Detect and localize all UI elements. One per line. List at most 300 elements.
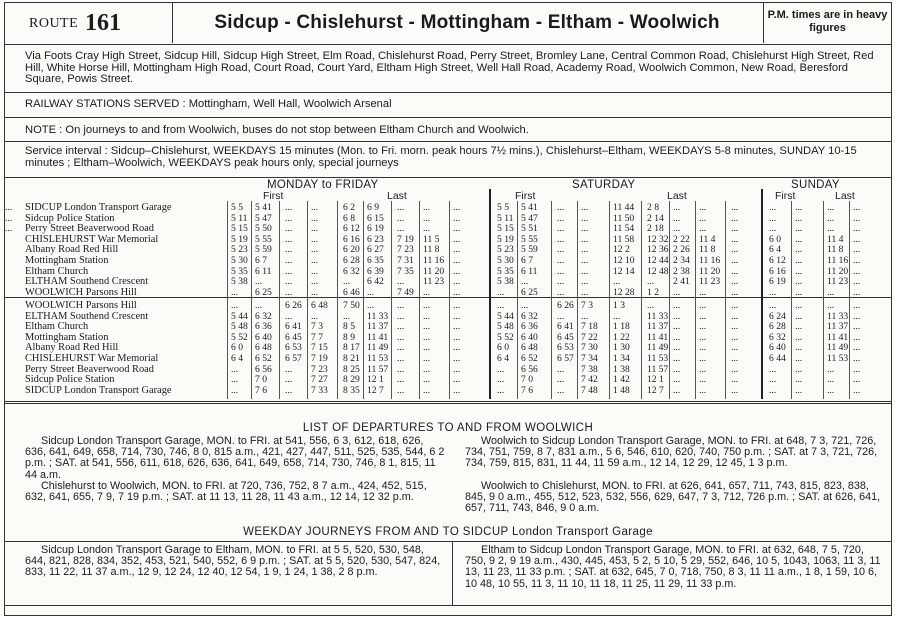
inbound-time-cell: ... [231,363,239,375]
outbound-time-cell: 7 31 [397,255,414,266]
inbound-time-cell: 1 22 [613,331,630,343]
inbound-time-cell: 12 1 [647,374,664,386]
outbound-time-cell: 2 8 [647,202,659,213]
inbound-time-cell: ... [673,310,681,322]
outbound-time-cell: ... [5,223,13,235]
outbound-time-cell: ... [521,276,529,288]
inbound-time-cell: 8 35 [343,384,360,396]
outbound-time-cell: 11 4 [827,233,844,245]
outbound-time-cell: ... [731,244,739,256]
inbound-time-cell: 6 24 [769,310,786,322]
inbound-time-cell: 11 53 [367,353,389,364]
grid-line [307,201,308,399]
outbound-time-cell: ... [453,244,461,256]
outbound-time-cell: ... [453,223,461,235]
inbound-time-cell: 8 17 [343,342,360,354]
outbound-time-cell: ... [5,202,13,213]
outbound-time-cell: ... [853,265,861,277]
outbound-time-cell: ... [731,286,739,298]
inbound-time-cell: 6 36 [255,321,272,333]
inbound-time-cell: 6 57 [285,353,302,364]
inbound-time-cell: 6 40 [769,342,786,354]
inbound-time-cell: ... [453,331,461,343]
outbound-time-cell: ... [769,286,777,298]
inbound-time-cell: 7 33 [311,384,328,396]
outbound-time-cell: ... [853,212,861,224]
grid-line [551,201,552,399]
outbound-time-cell: ... [827,223,835,235]
grid-line [227,201,228,399]
inbound-time-cell: ... [255,300,263,311]
route-number: 161 [85,10,121,36]
inbound-time-cell: 6 0 [497,342,509,354]
outbound-time-cell: 5 55 [255,233,272,245]
inbound-time-cell: ... [827,374,835,386]
inbound-time-cell: 6 53 [557,342,574,354]
outbound-stop-3: CHISLEHURST War Memorial [25,234,159,245]
inbound-time-cell: ... [453,342,461,354]
outbound-time-cell: 12 44 [647,255,669,266]
outbound-time-cell: ... [581,265,589,277]
outbound-time-cell: 2 26 [673,244,690,256]
inbound-time-cell: 11 41 [647,331,669,343]
inbound-time-cell: ... [731,310,739,322]
inbound-time-cell: ... [613,310,621,322]
outbound-time-cell: ... [557,286,565,298]
inbound-stop-7: Sidcup Police Station [25,375,115,386]
inbound-time-cell: ... [795,342,803,354]
outbound-time-cell: ... [795,212,803,224]
outbound-time-cell: ... [731,202,739,213]
inbound-time-cell: 7 0 [255,374,267,386]
inbound-time-cell: ... [497,300,505,311]
outbound-time-cell: 1 2 [647,286,659,298]
inbound-time-cell: 6 53 [285,342,302,354]
inbound-time-cell: 8 25 [343,363,360,375]
inbound-time-cell: 5 44 [231,310,248,322]
grid-line [641,201,642,399]
outbound-time-cell: 11 50 [613,212,635,224]
grid-line [251,201,252,399]
inbound-time-cell: ... [795,300,803,311]
inbound-time-cell: ... [453,300,461,311]
departures-title: LIST OF DEPARTURES TO AND FROM WOOLWICH [302,422,594,434]
inbound-time-cell: ... [423,353,431,364]
inbound-time-cell: ... [397,353,405,364]
inbound-time-cell: ... [699,384,707,396]
outbound-time-cell: ... [699,212,707,224]
grid-line [791,201,792,399]
inbound-time-cell: ... [853,342,861,354]
outbound-time-cell: ... [557,212,565,224]
inbound-time-cell: 6 0 [231,342,243,354]
outbound-time-cell: 5 15 [231,223,248,235]
grid-line [337,201,338,399]
outbound-time-cell: 6 25 [521,286,538,298]
inbound-time-cell: ... [853,363,861,375]
outbound-time-cell: ... [311,265,319,277]
inbound-time-cell: 7 0 [521,374,533,386]
inbound-time-cell: ... [453,384,461,396]
inbound-time-cell: ... [453,310,461,322]
inbound-time-cell: ... [311,310,319,322]
outbound-time-cell: 6 4 [769,244,781,256]
inbound-time-cell: 11 37 [367,321,389,333]
outbound-time-cell: 11 16 [423,255,445,266]
outbound-time-cell: 2 38 [673,265,690,277]
inbound-time-cell: 7 19 [311,353,328,364]
outbound-stop-6: Eltham Church [25,266,89,277]
inbound-time-cell: ... [453,363,461,375]
inbound-time-cell: ... [699,353,707,364]
outbound-time-cell: 5 11 [497,212,514,224]
outbound-time-cell: ... [423,202,431,213]
inbound-stop-0: WOOLWICH Parsons Hill [25,301,137,311]
outbound-time-cell: ... [453,212,461,224]
outbound-time-cell: 12 14 [613,265,635,277]
outbound-time-cell: ... [581,212,589,224]
outbound-time-cell: 11 5 [423,233,440,245]
inbound-time-cell: 11 57 [647,363,669,375]
inbound-time-cell: ... [285,374,293,386]
inbound-time-cell: ... [557,374,565,386]
outbound-time-cell: 11 20 [699,265,721,277]
inbound-time-cell: ... [769,300,777,311]
inbound-time-cell: 1 18 [613,321,630,333]
outbound-time-cell: 6 12 [769,255,786,266]
inbound-time-cell: 7 50 [343,300,360,311]
inbound-time-cell: ... [673,342,681,354]
outbound-time-cell: 2 14 [647,212,664,224]
outbound-time-cell: ... [497,286,505,298]
outbound-time-cell: ... [397,276,405,288]
outbound-time-cell: ... [311,255,319,266]
inbound-time-cell: ... [731,374,739,386]
inbound-time-cell: ... [231,384,239,396]
outbound-time-cell: ... [311,286,319,298]
weekday-eltham-to-sidcup: Eltham to Sidcup London Transport Garage, MON. to FRI. at 632, 648, 7 5, 720, 750, 9 2, 9 19 a.m., 430, 445, 453, 5 2, 5 10, 5 29, 552, 646, 10 5, 1043, 1063, 11 3, 11 13, 11 23, 11 33 p.m. ; SAT. at 632, 645, 7 0, 718, 750, 8 3, 11 11 a.m., 1 8, 1 59, 10 6, 10 48, 10 55, 11 3, 11 10, 11 18, 11 25, 11 29, 11 33 p.m. [465,544,881,590]
inbound-time-cell: ... [285,363,293,375]
inbound-time-cell: ... [853,310,861,322]
outbound-time-cell: ... [731,223,739,235]
grid-line [449,201,450,399]
outbound-time-cell: 5 23 [497,244,514,256]
inbound-time-cell: ... [557,384,565,396]
outbound-time-cell: 2 41 [673,276,690,288]
outbound-time-cell: 11 4 [699,233,716,245]
outbound-time-cell: ... [581,276,589,288]
inbound-stop-8: SIDCUP London Transport Garage [25,385,172,396]
outbound-time-cell: 11 20 [827,265,849,277]
inbound-time-cell: ... [769,374,777,386]
inbound-time-cell: ... [423,342,431,354]
inbound-time-cell: ... [673,384,681,396]
inbound-time-cell: ... [731,300,739,311]
inbound-time-cell: ... [731,384,739,396]
inbound-time-cell: ... [581,310,589,322]
grid-line [363,201,364,399]
outbound-time-cell: ... [827,286,835,298]
inbound-time-cell: 6 40 [255,331,272,343]
inbound-time-cell: ... [453,353,461,364]
inbound-time-cell: 1 42 [613,374,630,386]
outbound-time-cell: ... [581,223,589,235]
mf-first-label: First [263,190,284,202]
outbound-time-cell: ... [769,212,777,224]
outbound-time-cell: 6 15 [367,212,384,224]
outbound-time-cell: ... [397,202,405,213]
timetable-grid [5,177,891,399]
inbound-time-cell: ... [397,310,405,322]
outbound-time-cell: 11 8 [699,244,716,256]
inbound-time-cell: ... [453,374,461,386]
grid-line [669,201,670,399]
outbound-time-cell: 5 19 [497,233,514,245]
outbound-time-cell: 7 23 [397,244,414,256]
outbound-time-cell: 5 35 [231,265,248,277]
inbound-time-cell: 7 38 [581,363,598,375]
section-saturday: SATURDAY [572,179,636,191]
inbound-time-cell: 8 21 [343,353,360,364]
outbound-time-cell: ... [311,244,319,256]
sat-last-label: Last [667,190,687,202]
divider [5,605,891,606]
inbound-time-cell: ... [423,310,431,322]
inbound-time-cell: 7 18 [581,321,598,333]
grid-line [577,201,578,399]
outbound-time-cell: 11 54 [613,223,635,235]
outbound-time-cell: 5 30 [497,255,514,266]
divider [5,401,891,404]
inbound-time-cell: ... [699,321,707,333]
outbound-time-cell: 6 12 [343,223,360,235]
dep-chislehurst-to-woolwich: Chislehurst to Woolwich, MON. to FRI. at 720, 736, 752, 8 7 a.m., 424, 452, 515, 632, 641, 655, 7 9, 7 19 p.m. ; SAT. at 11 13, 11 28, 11 43 a.m., 12 14, 12 32 p.m. [25,480,427,504]
inbound-time-cell: 11 49 [367,342,389,354]
outbound-time-cell: 6 7 [255,255,267,266]
grid-line [761,189,763,399]
inbound-time-cell: ... [423,384,431,396]
inbound-time-cell: ... [795,363,803,375]
outbound-time-cell: ... [557,244,565,256]
outbound-time-cell: 7 49 [397,286,414,298]
mf-last-label: Last [387,190,407,202]
section-sunday: SUNDAY [791,179,840,191]
outbound-time-cell: ... [795,233,803,245]
outbound-time-cell: ... [581,202,589,213]
outbound-time-cell: 11 23 [423,276,445,288]
inbound-time-cell: ... [795,310,803,322]
inbound-time-cell: ... [827,363,835,375]
outbound-time-cell: ... [423,286,431,298]
outbound-time-cell: 11 23 [699,276,721,288]
outbound-time-cell: 11 44 [613,202,635,213]
grid-line [419,201,420,399]
outbound-time-cell: ... [423,223,431,235]
inbound-time-cell: 12 1 [367,374,384,386]
outbound-time-cell: 5 19 [231,233,248,245]
outbound-time-cell: 6 19 [769,276,786,288]
outbound-time-cell: ... [453,286,461,298]
via-roads: Via Foots Cray High Street, Sidcup Hill, Sidcup High Street, Elm Road, Chislehurst Road, Perry Street, Bromley Lane, Central Common Road, Chislehurst High Street, Red Hill, White Horse Hill, Mottingham High Road, Court Road, Court Yard, Eltham High Street, Well Hall Road, Academy Road, Woolwich Common, New Road, Beresford Square, Powis Street. [25,50,874,85]
inbound-time-cell: ... [769,363,777,375]
inbound-time-cell: 11 33 [827,310,849,322]
inbound-time-cell: 1 30 [613,342,630,354]
inbound-stop-1: ELTHAM Southend Crescent [25,311,149,322]
inbound-time-cell: ... [827,384,835,396]
inbound-time-cell: 11 53 [827,353,849,364]
outbound-time-cell: ... [731,255,739,266]
outbound-time-cell: 6 11 [521,265,538,277]
outbound-time-cell: ... [557,202,565,213]
inbound-time-cell: 7 15 [311,342,328,354]
outbound-time-cell: ... [673,223,681,235]
outbound-time-cell: 5 47 [255,212,272,224]
inbound-time-cell: ... [731,331,739,343]
inbound-time-cell: ... [731,321,739,333]
inbound-time-cell: 7 30 [581,342,598,354]
inbound-time-cell: ... [521,300,529,311]
outbound-time-cell: ... [557,255,565,266]
outbound-time-cell: 5 11 [231,212,248,224]
inbound-time-cell: ... [795,353,803,364]
outbound-time-cell: 11 58 [613,233,635,245]
dep-woolwich-to-chislehurst: Woolwich to Chislehurst, MON. to FRI. at 626, 641, 657, 711, 743, 815, 823, 838, 845, 9 0 a.m., 455, 512, 523, 532, 556, 629, 647, 7 3, 712, 726 p.m. ; SAT. at 626, 641, 657, 711, 743, 846, 9 0 a.m. [465,480,881,515]
outbound-time-cell: ... [285,286,293,298]
inbound-time-cell: ... [853,384,861,396]
inbound-time-cell: 12 7 [647,384,664,396]
outbound-time-cell: ... [453,255,461,266]
divider [5,141,891,142]
outbound-time-cell: ... [453,276,461,288]
inbound-time-cell: 8 5 [343,321,355,333]
outbound-time-cell: ... [285,244,293,256]
outbound-time-cell: 6 7 [521,255,533,266]
outbound-time-cell: ... [231,286,239,298]
grid-line [609,201,610,399]
inbound-time-cell: 6 4 [231,353,243,364]
outbound-time-cell: 6 25 [255,286,272,298]
outbound-time-cell: 6 32 [343,265,360,277]
outbound-time-cell: 12 36 [647,244,669,256]
outbound-stop-0: SIDCUP London Transport Garage [25,203,172,213]
outbound-time-cell: ... [423,212,431,224]
inbound-time-cell: ... [795,331,803,343]
inbound-time-cell: 7 48 [581,384,598,396]
outbound-time-cell: ... [557,223,565,235]
outbound-time-cell: ... [557,276,565,288]
inbound-time-cell: ... [731,342,739,354]
outbound-time-cell: 12 32 [647,233,669,245]
outbound-time-cell: ... [731,212,739,224]
outbound-time-cell: 2 22 [673,233,690,245]
sat-first-label: First [515,190,536,202]
inbound-time-cell: ... [795,374,803,386]
inbound-time-cell: ... [397,300,405,311]
outbound-time-cell: 2 34 [673,255,690,266]
outbound-time-cell: 6 8 [343,212,355,224]
outbound-time-cell: ... [453,202,461,213]
outbound-time-cell: 11 23 [827,276,849,288]
inbound-time-cell: ... [497,363,505,375]
inbound-time-cell: ... [827,300,835,311]
inbound-time-cell: ... [699,331,707,343]
outbound-time-cell: 5 5 [231,202,243,213]
inbound-time-cell: ... [673,374,681,386]
inbound-time-cell: 6 56 [255,363,272,375]
outbound-stop-8: WOOLWICH Parsons Hill [25,287,137,298]
inbound-time-cell: 6 57 [557,353,574,364]
outbound-time-cell: ... [795,276,803,288]
grid-line [489,189,491,399]
inbound-time-cell: 11 53 [647,353,669,364]
inbound-time-cell: 7 27 [311,374,328,386]
inbound-time-cell: ... [397,363,405,375]
outbound-time-cell: 5 55 [521,233,538,245]
outbound-time-cell: 11 8 [423,244,440,256]
outbound-time-cell: ... [311,212,319,224]
outbound-time-cell: 5 47 [521,212,538,224]
outbound-time-cell: ... [285,265,293,277]
outbound-time-cell: 11 20 [423,265,445,277]
outbound-time-cell: 6 2 [343,202,355,213]
inbound-stop-6: Perry Street Beaverwood Road [25,364,154,375]
outbound-time-cell: ... [731,233,739,245]
outbound-time-cell: ... [453,265,461,277]
direction-divider [5,297,891,298]
section-mon-fri: MONDAY to FRIDAY [267,179,379,191]
outbound-time-cell: ... [581,286,589,298]
inbound-time-cell: 11 49 [647,342,669,354]
outbound-time-cell: 5 5 [497,202,509,213]
inbound-time-cell: ... [673,300,681,311]
outbound-stop-2: Perry Street Beaverwood Road [25,224,154,235]
outbound-time-cell: ... [795,244,803,256]
inbound-time-cell: 7 7 [311,331,323,343]
service-interval: Service interval : Sidcup–Chislehurst, WEEKDAYS 15 minutes (Mon. to Fri. morn. peak hours 7½ mins.), Chislehurst–Eltham, WEEKDAYS 5-8 minutes, SUNDAY 10-15 minutes ; Eltham–Woolwich, WEEKDAYS peak hours only, special journeys [25,145,857,169]
inbound-time-cell: 6 48 [521,342,538,354]
outbound-time-cell: ... [853,202,861,213]
divider [5,92,891,93]
inbound-stop-3: Mottingham Station [25,332,109,343]
outbound-time-cell: ... [255,276,263,288]
inbound-time-cell: ... [699,310,707,322]
inbound-time-cell: 5 52 [231,331,248,343]
grid-line [695,201,696,399]
outbound-time-cell: ... [673,202,681,213]
inbound-time-cell: ... [557,310,565,322]
inbound-time-cell: ... [397,342,405,354]
outbound-time-cell: ... [647,276,655,288]
inbound-time-cell: 6 45 [557,331,574,343]
outbound-time-cell: 11 8 [827,244,844,256]
inbound-time-cell: ... [699,300,707,311]
outbound-time-cell: ... [853,233,861,245]
inbound-time-cell: ... [673,353,681,364]
inbound-time-cell: ... [397,321,405,333]
inbound-time-cell: 11 37 [647,321,669,333]
outbound-time-cell: ... [285,233,293,245]
outbound-time-cell: ... [581,255,589,266]
outbound-time-cell: 5 41 [255,202,272,213]
inbound-time-cell: ... [731,353,739,364]
outbound-time-cell: 6 42 [367,276,384,288]
outbound-time-cell: ... [397,212,405,224]
inbound-time-cell: 5 48 [231,321,248,333]
inbound-time-cell: ... [497,384,505,396]
inbound-time-cell: 1 3 [613,300,625,311]
outbound-time-cell: 6 16 [769,265,786,277]
inbound-time-cell: 6 41 [557,321,574,333]
